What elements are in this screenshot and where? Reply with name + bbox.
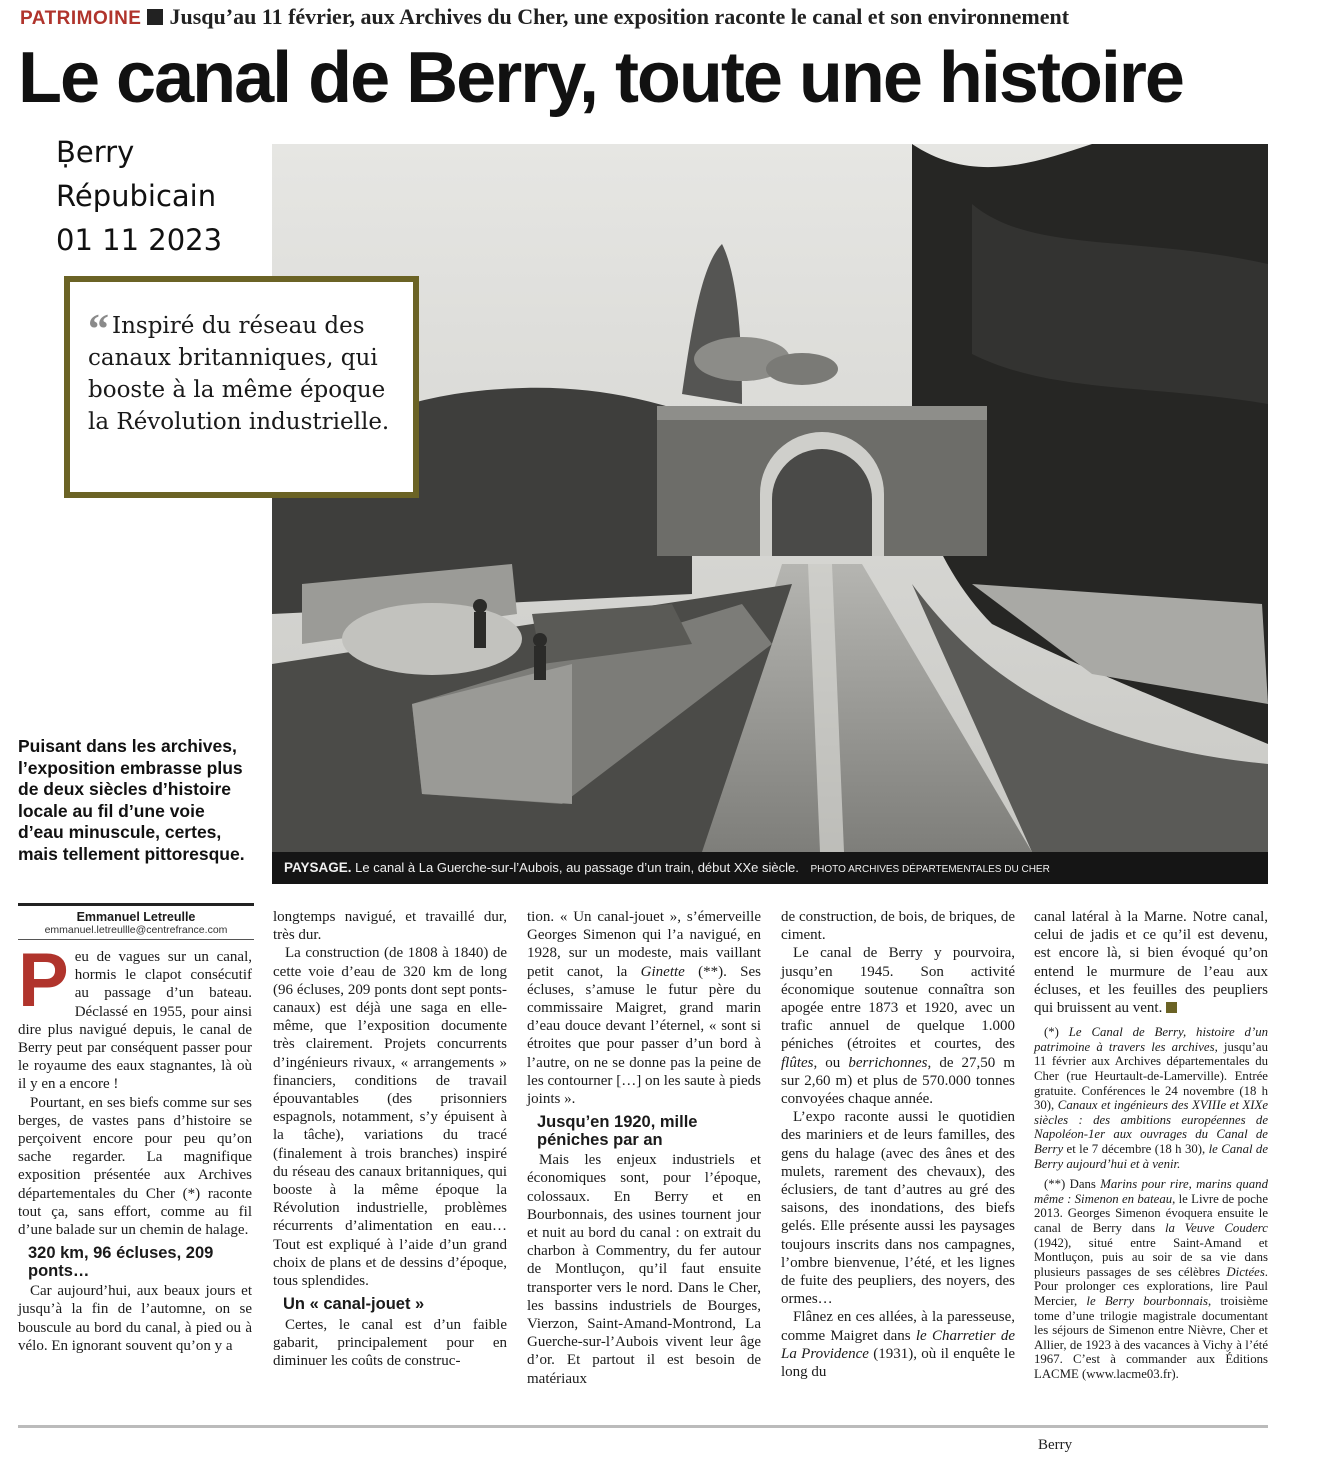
- photo-credit: PHOTO ARCHIVES DÉPARTEMENTALES DU CHER: [810, 864, 1050, 875]
- paragraph: eu de vagues sur un canal, hormis le clapot consécutif au passage d’un bateau. Déclassé en 1955, pour ainsi dire plus navigué depuis, le canal de Berry peut par conséquent passer pour le royaume des eaux stagnantes, là où il y en a encore !: [18, 949, 252, 1093]
- footnote-2: [1034, 1177, 1268, 1381]
- subheading: Jusqu’en 1920, mille péniches par an: [537, 1113, 698, 1149]
- text-run: canal latéral à la Marne. Notre canal, celui de jadis et ce qu’il est devenu, est encore là, si bien évoqué qu’on entend le murmure de l’eau aux écluses, et les feuilles des peupliers qui bruissent au vent.: [1034, 909, 1268, 1017]
- photo-caption: [272, 852, 1268, 884]
- source-line-2: Répubicain: [56, 179, 217, 213]
- text-run: , jusqu’au 11 février aux Archives départementales du Cher (rue Heurtault-de-Lamerville). Entrée gratuite. Conférences le 24 novembre (18 h 30),: [1034, 1039, 1268, 1113]
- text-run: le Canal de Berry aujourd’hui et à venir.: [1034, 1141, 1268, 1171]
- source-note: [56, 130, 222, 262]
- article-column-5: [1034, 908, 1268, 1381]
- text-run: tion. « Un canal-jouet », s’émerveille Georges Simenon qui l’a navigué, en 1928, sur un modeste, mais vaillant petit canot, la: [527, 909, 761, 980]
- text-run: , ou: [813, 1054, 849, 1071]
- source-line-1: Ḅerry: [56, 135, 135, 169]
- text-run: , le Livre de poche 2013. Georges Simenon évoquera ensuite le canal de Berry dans: [1034, 1191, 1268, 1235]
- paragraph: [781, 1308, 1015, 1381]
- text-run: (1931), où il enquête le long du: [781, 1345, 1015, 1381]
- author-name: Emmanuel Letreulle: [76, 910, 196, 924]
- subheading: Un « canal-jouet »: [283, 1295, 425, 1314]
- footnotes: [1034, 1025, 1268, 1381]
- pull-quote-text: Inspiré du réseau des canaux britanniques, qui booste à la même époque la Révolution industrielle.: [88, 313, 390, 435]
- source-line-3: 01 11 2023: [56, 223, 223, 257]
- text-run: Flânez en ces allées, à la paresseuse, comme Maigret dans: [781, 1309, 1015, 1344]
- paragraph: La construction (de 1808 à 1840) de cette voie d’eau de 320 km de long (96 écluses, 209 ponts dont sept ponts-canaux) est déjà une saga en elle-même, que l’exposition documente très clairement. Projets concurrents d’ingénieurs rivaux, « arrangements » financiers, conditions de travail épouvantables (des prisonniers espagnols, notamment, s’y épuisent à la tâche), variations du tracé (finalement à trois branches) inspiré du réseau des canaux britanniques, qui booste à la même époque la Révolution industrielle, problèmes récurrents d’alimentation en eau… Tout est expliqué à l’aide d’un grand choix de plans et de dessins d’époque, tous splendides.: [273, 945, 507, 1290]
- intro-lead: Puisant dans les archives, l’exposition embrasse plus de deux siècles d’histoire locale au fil d’une voie d’eau minuscule, certes, mais tellement pittoresque.: [18, 736, 245, 864]
- text-run: le Berry bourbonnais: [1086, 1293, 1208, 1308]
- caption-text: Le canal à La Guerche-sur-l’Aubois, au passage d’un train, début XXe siècle.: [355, 860, 799, 875]
- text-run: Le canal de Berry y pourvoira, jusqu’en 1945. Son activité économique soutenue connaîtra son apogée entre 1873 et 1920, avec un trafic annuel de quelque 1.000 péniches (étroites et courtes, des: [781, 945, 1015, 1053]
- footnote-1: [1034, 1025, 1268, 1171]
- text-run: flûtes: [781, 1054, 814, 1071]
- text-run: berrichonnes: [848, 1054, 928, 1071]
- paragraph: [527, 908, 761, 1108]
- canal-photo-image: [272, 144, 1268, 852]
- text-run: (**) Dans: [1044, 1177, 1101, 1192]
- caption-label: PAYSAGE.: [284, 860, 352, 875]
- drop-cap: P: [18, 938, 69, 1023]
- subheading: 320 km, 96 écluses, 209 ponts…: [28, 1244, 214, 1280]
- text-run: le Charretier de La Providence: [781, 1327, 1015, 1362]
- headline: Le canal de Berry, toute une histoire: [18, 38, 1183, 118]
- text-run: . Pour prolonger ces explorations, lire Paul Mercier,: [1034, 1264, 1268, 1308]
- article-column-2: [273, 908, 507, 1370]
- footer-label: Berry: [1038, 1437, 1073, 1453]
- text-run: (*): [1044, 1025, 1069, 1040]
- text-run: , troisième tome d’une trilogie magistrale documentant les séjours de Simenon entre Nièvre, Cher et Allier, de 1923 à des vacances à Vichy à l’été 1967. C’est à commander aux Éditions LACME (www.lacme03.fr).: [1034, 1293, 1268, 1381]
- paragraph: longtemps navigué, et travaillé dur, très dur.: [273, 909, 507, 944]
- kicker-text: Jusqu’au 11 février, aux Archives du Cher, une exposition raconte le canal et son environnement: [169, 4, 1070, 29]
- text-run: la Veuve Couderc: [1164, 1220, 1268, 1235]
- text-run: Marins pour rire, marins quand même : Simenon en bateau: [1034, 1177, 1268, 1206]
- author-email: emmanuel.letreullle@centrefrance.com: [18, 924, 254, 940]
- paragraph: Mais les enjeux industriels et économiques sont, pour l’époque, colossaux. En Berry et en Bourbonnais, des usines tournent jour et nuit au bord du canal : on extrait du charbon à Commentry, du fer autour de Montluçon, qu’il faut ensuite transporter vers le nord. Dans le Cher, les bassins industriels de Bourges, Vierzon, Saint-Amand-Montrond, La Guerche-sur-l’Aubois vivent leur âge d’or. Et partout il est besoin de matériaux: [527, 1152, 761, 1387]
- paragraph: [1034, 908, 1268, 1017]
- text-run: Canaux et ingénieurs des XVIIIe et XIXe siècles : des ambitions européennes de Napoléon-1er aux ouvrages du Canal de Berry: [1034, 1098, 1268, 1156]
- quote-mark-icon: “: [88, 307, 109, 353]
- text-run: Ginette: [640, 963, 685, 980]
- paragraph: L’expo raconte aussi le quotidien des mariniers et de leurs familles, des gens du halage (avec des ânes et des mulets, rarement des chevaux), des éclusiers, de tant d’autres au gré des saisons, des inondations, des biefs gelés. Elle présente aussi les paysages toujours inscrits dans nos campagnes, l’ombre bienvenue, l’été, et les lignes de fuite des peupliers, des noyers, des ormes…: [781, 1109, 1015, 1308]
- article-column-4: [781, 908, 1015, 1381]
- paragraph: de construction, de bois, de briques, de ciment.: [781, 909, 1015, 944]
- paragraph: [781, 944, 1015, 1108]
- canal-photo: [272, 144, 1268, 884]
- kicker: [20, 4, 1300, 30]
- author-block: [18, 903, 254, 940]
- end-square-icon: [1166, 1002, 1177, 1013]
- pull-quote: [64, 276, 419, 498]
- text-run: Dictées: [1226, 1264, 1265, 1279]
- paragraph: Certes, le canal est d’un faible gabarit, principalement pour en diminuer les coûts de construc-: [273, 1316, 507, 1370]
- bottom-rule: [18, 1425, 1268, 1428]
- text-run: et le 7 décembre (18 h 30),: [1063, 1141, 1209, 1156]
- article-column-3: [527, 908, 761, 1388]
- paragraph: Pourtant, en ses biefs comme sur ses berges, de vastes pans d’histoire se perçoivent encore pour peu qu’on sache regarder. La magnifique exposition présentée aux Archives départementales du Cher (*) raconte tout ça, sans effort, comme au fil d’une balade sur un chemin de halage.: [18, 1094, 252, 1239]
- rubric-label: PATRIMOINE: [20, 8, 142, 29]
- article-column-1: [18, 938, 252, 1355]
- text-run: (**). Ses écluses, s’amuse le futur père du commissaire Maigret, grand marin d’eau douce devant l’éternel, « sont si étroites que pour passer d’un bord à l’autre, on ne se donne pas la peine de les contourner […] on les saute à pieds joints ».: [527, 963, 762, 1108]
- paragraph: Car aujourd’hui, aux beaux jours et jusqu’à la fin de l’automne, on se bouscule au bord du canal, à pied ou à vélo. En ignorant souvent qu’on y a: [18, 1283, 252, 1354]
- text-run: (1942), situé entre Saint-Amand et Montluçon, puis au soir de sa vie dans plusieurs passages de ses célèbres: [1034, 1235, 1268, 1279]
- text-run: Le Canal de Berry, histoire d’un patrimoine à travers les archives: [1034, 1025, 1269, 1054]
- text-run: , de 27,50 m sur 2,60 m) et plus de 570.000 tonnes convoyées chaque année.: [781, 1054, 1016, 1108]
- square-bullet-icon: [147, 9, 163, 25]
